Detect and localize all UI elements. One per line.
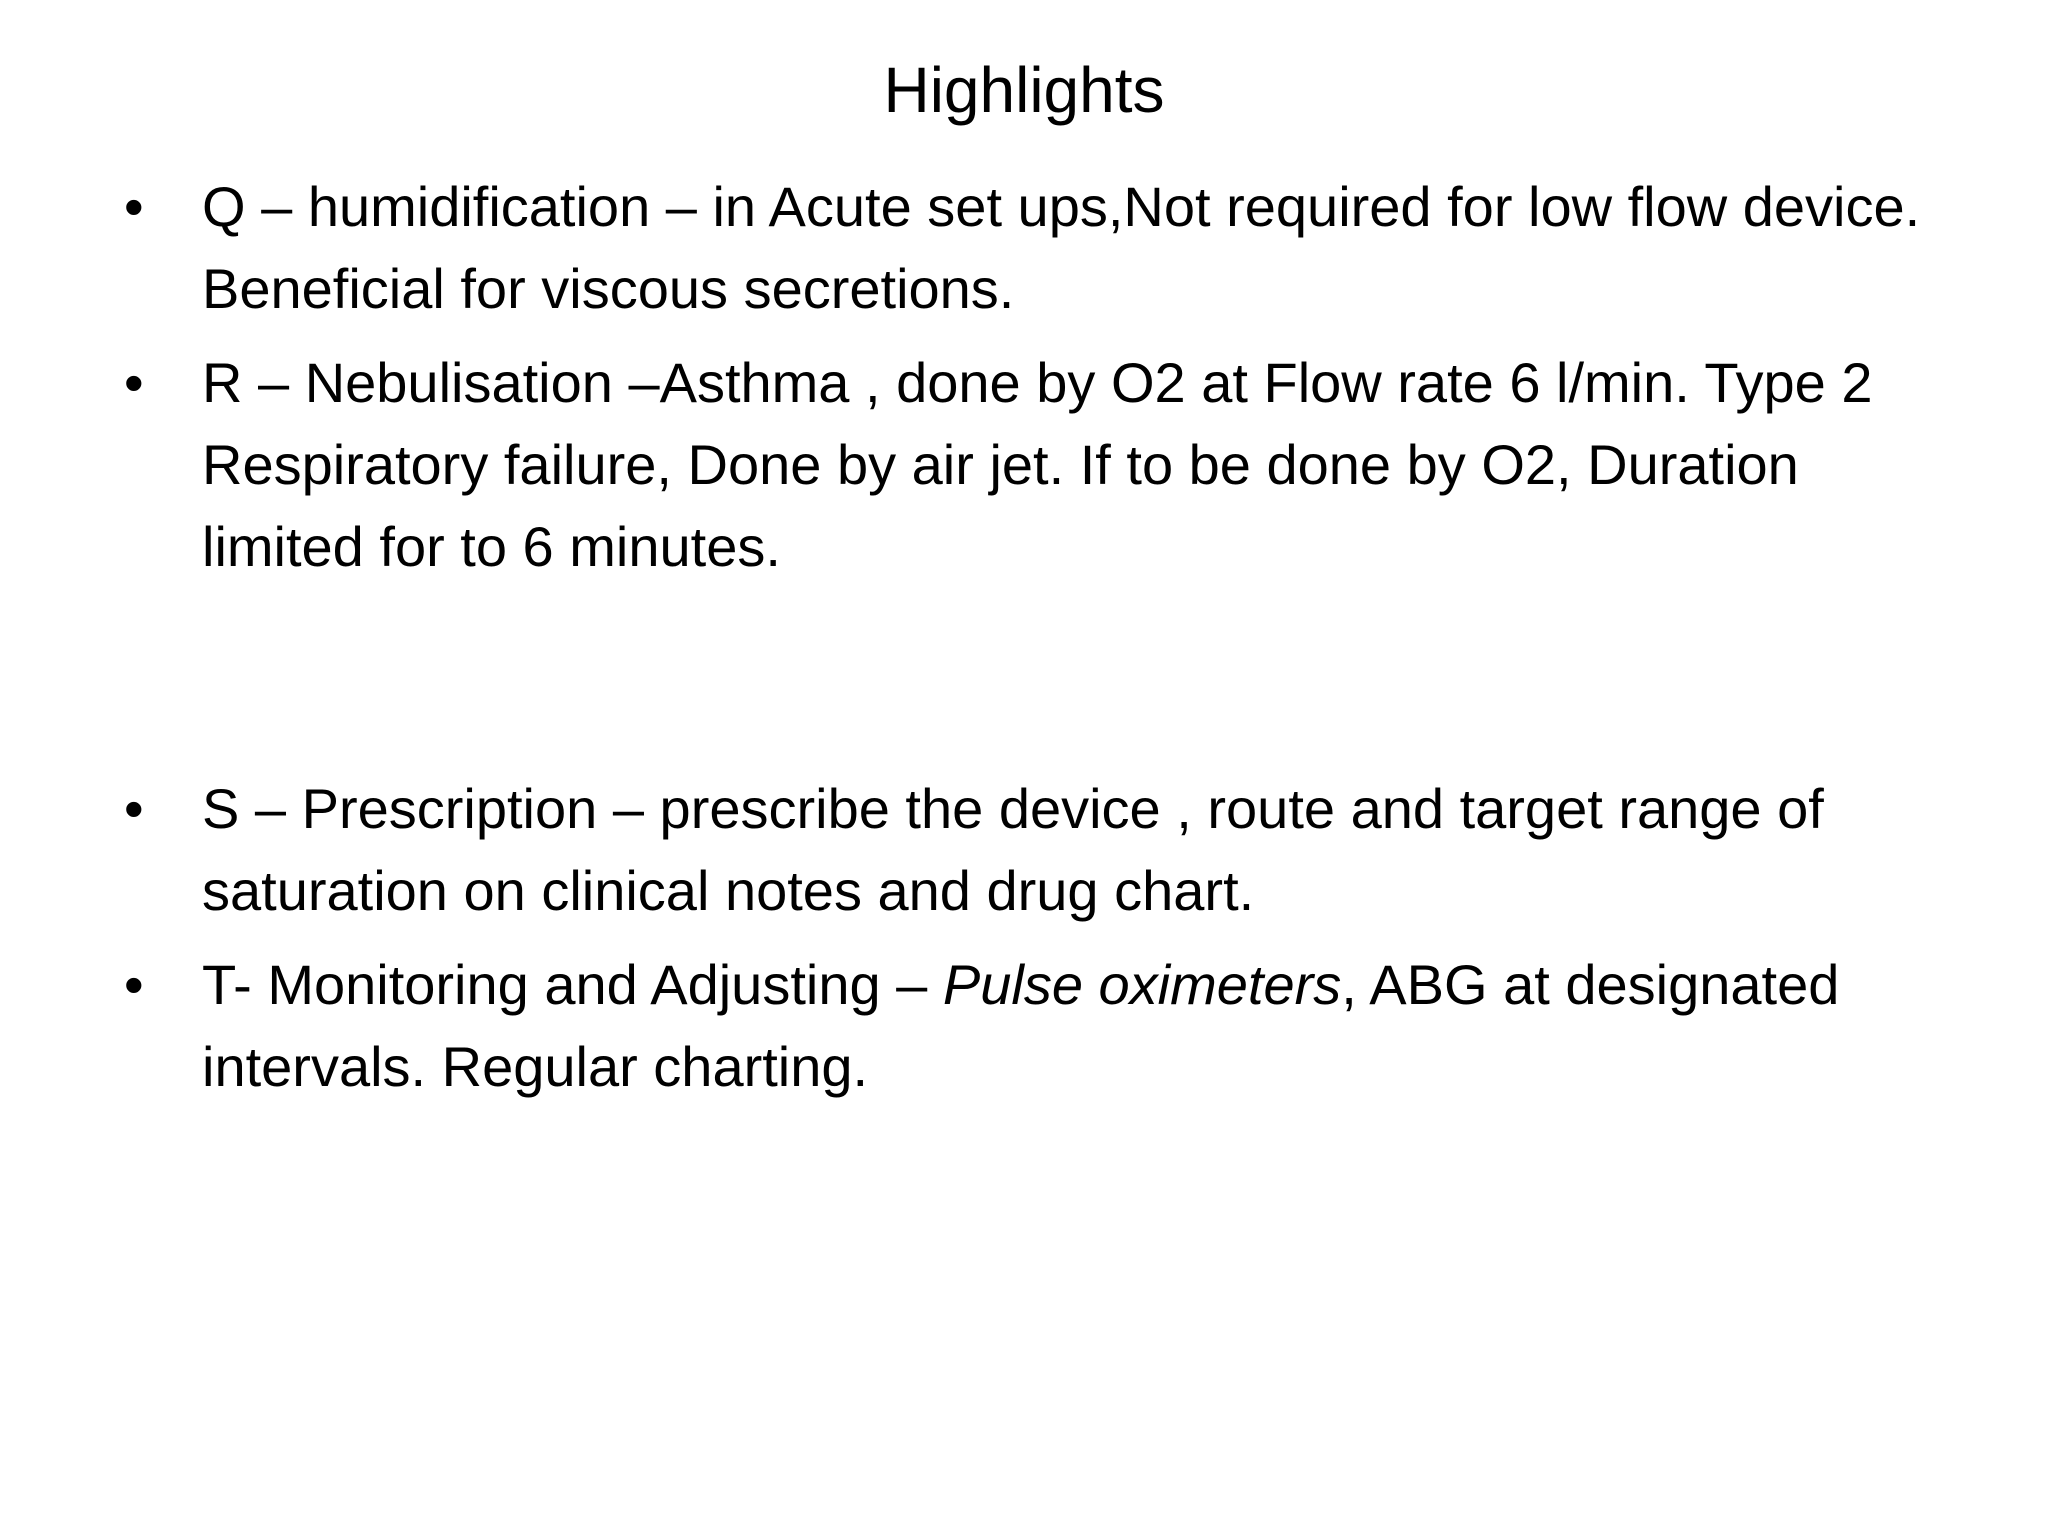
bullet-text: R – Nebulisation –Asthma , done by O2 at Flow rate 6 l/min. Type 2 Respiratory failure, Done by air jet. If to be done by O2, Duration limited for to 6 minutes. bbox=[202, 351, 1873, 578]
bullet-item-q bbox=[120, 166, 1950, 330]
bullet-text: Q – humidification – in Acute set ups,Not required for low flow device. Beneficial for viscous secretions. bbox=[202, 175, 1921, 320]
bullet-dot: • bbox=[124, 175, 144, 238]
bullet-dot: • bbox=[124, 953, 144, 1016]
bullet-item-r bbox=[120, 342, 1950, 588]
bullet-text-after: , ABG at designated intervals. Regular charting. bbox=[202, 953, 1840, 1098]
bullet-dot: • bbox=[124, 777, 144, 840]
bullet-dot: • bbox=[124, 351, 144, 414]
bullet-text: S – Prescription – prescribe the device , route and target range of saturation on clinical notes and drug chart. bbox=[202, 777, 1824, 922]
bullet-text-italic: Pulse oximeters bbox=[942, 953, 1342, 1016]
slide-title: Highlights bbox=[883, 54, 1165, 126]
bullet-item-t bbox=[120, 944, 1950, 1108]
bullet-item-s bbox=[120, 768, 1950, 932]
bullet-list bbox=[120, 166, 1950, 1120]
bullet-text-before: T- Monitoring and Adjusting – bbox=[202, 953, 943, 1016]
